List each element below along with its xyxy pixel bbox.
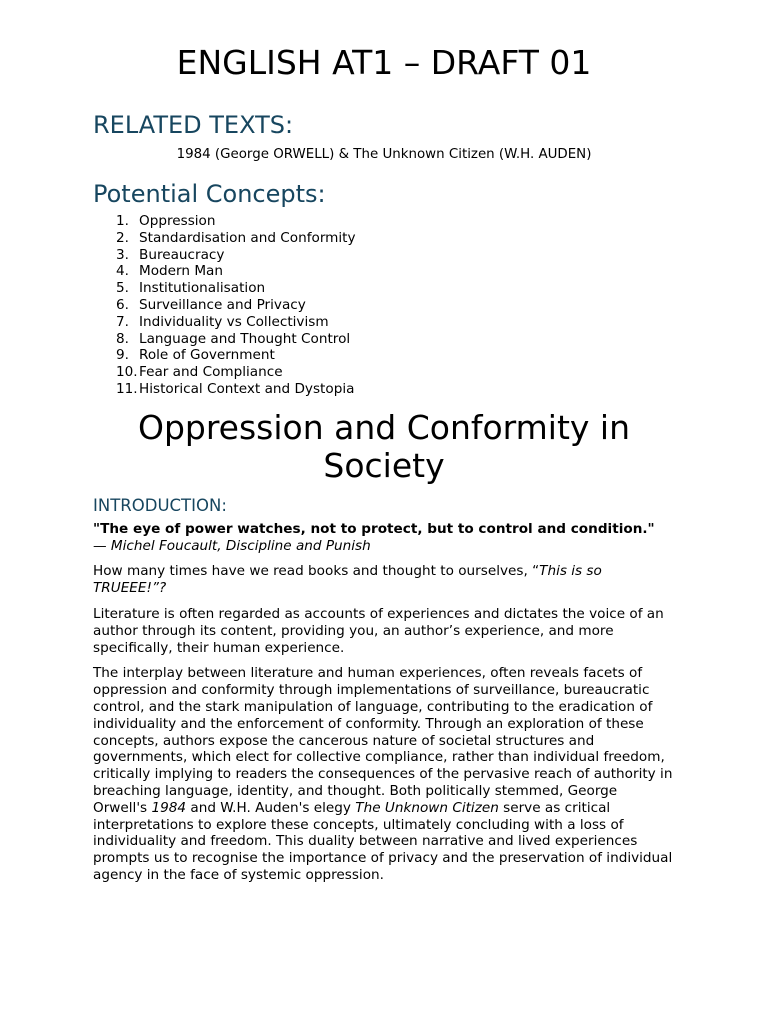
paragraph-1-italic: This is so TRUEEE!”? — [93, 563, 602, 597]
concept-list — [93, 213, 675, 398]
list-number: 7. — [116, 313, 129, 330]
paragraph-1 — [93, 563, 675, 597]
related-texts-heading: RELATED TEXTS: — [93, 111, 294, 139]
list-number: 2. — [116, 229, 129, 246]
list-label: Oppression — [139, 213, 216, 229]
potential-concepts-heading: Potential Concepts: — [93, 180, 326, 208]
epigraph-quote: "The eye of power watches, not to protect, but to control and condition." — [93, 520, 655, 537]
list-item — [116, 297, 675, 314]
list-number: 6. — [116, 296, 129, 313]
introduction-heading: INTRODUCTION: — [93, 495, 227, 515]
list-number: 3. — [116, 246, 129, 263]
list-item — [116, 381, 675, 398]
attribution-author: Michel Foucault, Discipline and Punish — [110, 537, 371, 554]
list-label: Individuality vs Collectivism — [139, 313, 329, 330]
list-item — [116, 280, 675, 297]
book-title-1984: 1984 — [151, 799, 187, 816]
list-number: 11. — [116, 380, 138, 397]
document-page — [93, 40, 675, 884]
paragraph-2: Literature is often regarded as accounts of experiences and dictates the voice of an author through its content, providing you, an author’s experience, and more specifically, their human experience. — [93, 605, 664, 656]
related-texts-line: 1984 (George ORWELL) & The Unknown Citizen (W.H. AUDEN) — [176, 147, 592, 162]
list-item — [116, 347, 675, 364]
paragraph-3 — [93, 665, 675, 883]
paragraph-3-text-c: serve as critical interpretations to explore these concepts, ultimately concluding with a loss of individuality and freedom. This duality between narrative and lived experiences prompts us to recognise the importance of privacy and the preservation of individual agency in the face of systemic oppression. — [93, 799, 673, 883]
list-label: Bureaucracy — [139, 246, 225, 263]
list-label: Modern Man — [139, 263, 223, 280]
list-label: Language and Thought Control — [139, 330, 351, 347]
list-item — [116, 331, 675, 348]
list-label: Historical Context and Dystopia — [139, 380, 355, 397]
epigraph-attribution — [93, 538, 675, 555]
poem-title-unknown-citizen: The Unknown Citizen — [355, 799, 499, 816]
list-label: Standardisation and Conformity — [139, 229, 356, 246]
list-number: 9. — [116, 347, 129, 364]
list-label: Surveillance and Privacy — [139, 296, 306, 313]
list-item — [116, 213, 675, 230]
list-label: Fear and Compliance — [139, 364, 283, 381]
list-number: 10. — [116, 364, 138, 381]
list-number: 8. — [116, 330, 129, 347]
list-item — [116, 247, 675, 264]
list-item — [116, 364, 675, 381]
section-title: Oppression and Conformity in Society — [137, 407, 631, 485]
list-label: Institutionalisation — [139, 280, 266, 297]
list-item — [116, 263, 675, 280]
list-item — [116, 314, 675, 331]
list-number: 1. — [116, 213, 129, 229]
list-label: Role of Government — [139, 347, 275, 364]
paragraph-3-text-b: and W.H. Auden's elegy — [186, 799, 356, 816]
list-number: 5. — [116, 280, 129, 297]
document-title: ENGLISH AT1 – DRAFT 01 — [176, 43, 592, 82]
list-item — [116, 230, 675, 247]
paragraph-1-text: How many times have we read books and thought to ourselves, “ — [93, 563, 540, 580]
list-number: 4. — [116, 263, 129, 280]
paragraph-3-text-a: The interplay between literature and human experiences, often reveals facets of oppression and conformity through implementations of surveillance, bureaucratic control, and the stark manipulation of language, contributing to the eradication of individuality and the enforcement of conformity. Through an exploration of these concepts, authors expose the cancerous nature of societal structures and governments, which elect for collective compliance, rather than individual freedom, critically implying to readers the consequences of the pervasive reach of authority in breaching language, identity, and thought. Both politically stemmed, George Orwell's — [93, 665, 673, 816]
attribution-dash: — — [93, 537, 111, 554]
